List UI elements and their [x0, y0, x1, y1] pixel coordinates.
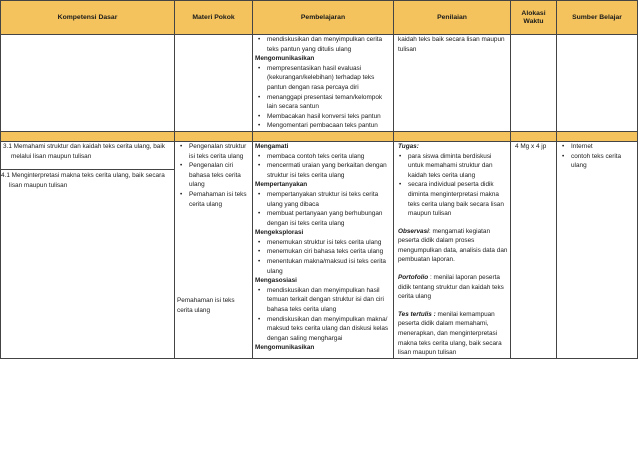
- sb-cell: [557, 141, 638, 358]
- list-item: • membaca contoh teks cerita ulang: [267, 152, 391, 162]
- aw-cell: [511, 141, 557, 358]
- list-item: • secara individual peserta didik diminta menginterpretasi makna teks cerita ulang baik secara lisan maupun tulisan: [408, 180, 508, 218]
- list-item: • menemukan struktur isi teks cerita ulang: [267, 238, 391, 248]
- kompetensi-dasar-3-1: 3.1 Memahami struktur dan kaidah teks cerita ulang, baik melalui lisan maupun tulisan: [3, 142, 165, 160]
- content-row: [1, 141, 638, 358]
- section-heading: Mengamati: [255, 142, 289, 150]
- list-item: • mendiskusikan dan menyimpulkan makna/ maksud teks cerita ulang dan diskusi kelas dengan saling menghargai: [267, 315, 391, 344]
- section-heading: Mengeksplorasi: [255, 229, 304, 237]
- kompetensi-dasar-4-1: 4.1 Menginterpretasi makna teks cerita ulang, baik secara lisan maupun tulisan: [1, 169, 175, 190]
- section-heading: Mengomunikasikan: [255, 55, 315, 63]
- list-item: • menentukan makna/maksud isi teks cerita ulang: [267, 257, 391, 276]
- list-item: • mempresentasikan hasil evaluasi (kekurangan/kelebihan) terhadap teks pantun dengan rasa percaya diri: [267, 64, 391, 93]
- list-item: • contoh teks cerita ulang: [571, 152, 635, 171]
- top-aw-cell: [511, 35, 557, 132]
- list-item: • menemukan ciri bahasa teks cerita ulang: [267, 247, 391, 257]
- tes-tertulis-label: Tes tertulis :: [398, 310, 436, 318]
- portofolio-text: : menilai laporan peserta didik tentang struktur dan kaidah teks cerita ulang: [398, 274, 504, 301]
- header-pembelajaran: Pembelajaran: [253, 1, 394, 35]
- list-item: • Membacakan hasil konversi teks pantun: [267, 112, 391, 122]
- list-item: • Pengenalan ciri bahasa teks cerita ulang: [189, 161, 250, 190]
- header-kompetensi-dasar: Kompetensi Dasar: [1, 1, 175, 35]
- list-item: • mendiskusikan dan menyimpulkan hasil temuan terkait dengan struktur isi dan ciri bahasa teks cerita ulang: [267, 286, 391, 315]
- top-pn-cell: [394, 35, 511, 132]
- penilaian-text: kaidah teks baik secara lisan maupun tulisan: [398, 36, 505, 53]
- portofolio-paragraph: [396, 273, 508, 302]
- tes-tertulis-paragraph: [396, 310, 508, 358]
- list-item: • membuat pertanyaan yang berhubungan dengan isi teks cerita ulang: [267, 209, 391, 228]
- pn-cell: [394, 141, 511, 358]
- observasi-paragraph: [396, 227, 508, 265]
- header-penilaian: Penilaian: [394, 1, 511, 35]
- kd-cell: [1, 141, 175, 358]
- header-alokasi-waktu: Alokasi Waktu: [511, 1, 557, 35]
- list-item: • mendiskusikan dan menyimpulkan cerita teks pantun yang ditulis ulang: [267, 35, 391, 54]
- list-item: • mempertanyakan struktur isi teks cerita ulang yang dibaca: [267, 190, 391, 209]
- header-materi-pokok: Materi Pokok: [175, 1, 253, 35]
- mp-cell: [175, 141, 253, 358]
- section-heading: Mengomunikasikan: [255, 344, 315, 352]
- continuation-row: [1, 35, 638, 132]
- top-mp-cell: [175, 35, 253, 132]
- tugas-label: Tugas:: [398, 142, 419, 150]
- section-heading: Mempertanyakan: [255, 181, 308, 189]
- list-item: • Mengomentari pembacaan teks pantun: [267, 121, 391, 131]
- list-item: • menanggapi presentasi teman/kelompok lain secara santun: [267, 93, 391, 112]
- pb-cell: [253, 141, 394, 358]
- observasi-text: : mengamati kegiatan peserta didik dalam proses mengumpulkan data, analisis data dan pembuatan laporan.: [398, 227, 508, 264]
- header-row: [1, 1, 638, 35]
- list-item: • Pengenalan struktur isi teks cerita ulang: [189, 142, 250, 161]
- highlight-band: [1, 131, 638, 141]
- top-kd-cell: [1, 35, 175, 132]
- top-sb-cell: [557, 35, 638, 132]
- tes-tertulis-text: menilai kemampuan peserta didik dalam memahami, menerapkan, dan menginterpretasi makna teks cerita ulang, baik secara lisan maupun tulisan: [398, 310, 502, 357]
- observasi-label: Observasi: [398, 227, 429, 235]
- header-sumber-belajar: Sumber Belajar: [557, 1, 638, 35]
- portofolio-label: Portofolio: [398, 274, 429, 282]
- list-item: • Internet: [571, 142, 635, 152]
- list-item: • mencermati uraian yang berkaitan dengan struktur isi teks cerita ulang: [267, 161, 391, 180]
- section-heading: Mengasosiasi: [255, 277, 297, 285]
- alokasi-waktu-value: 4 Mg x 4 jp: [515, 142, 547, 150]
- top-pb-cell: [253, 35, 394, 132]
- materi-extra: Pemahaman isi teks cerita ulang: [177, 297, 235, 314]
- list-item: • para siswa diminta berdiskusi untuk memahami struktur dan kaidah teks cerita ulang: [408, 152, 508, 181]
- list-item: • Pemahaman isi teks cerita ulang: [189, 190, 250, 209]
